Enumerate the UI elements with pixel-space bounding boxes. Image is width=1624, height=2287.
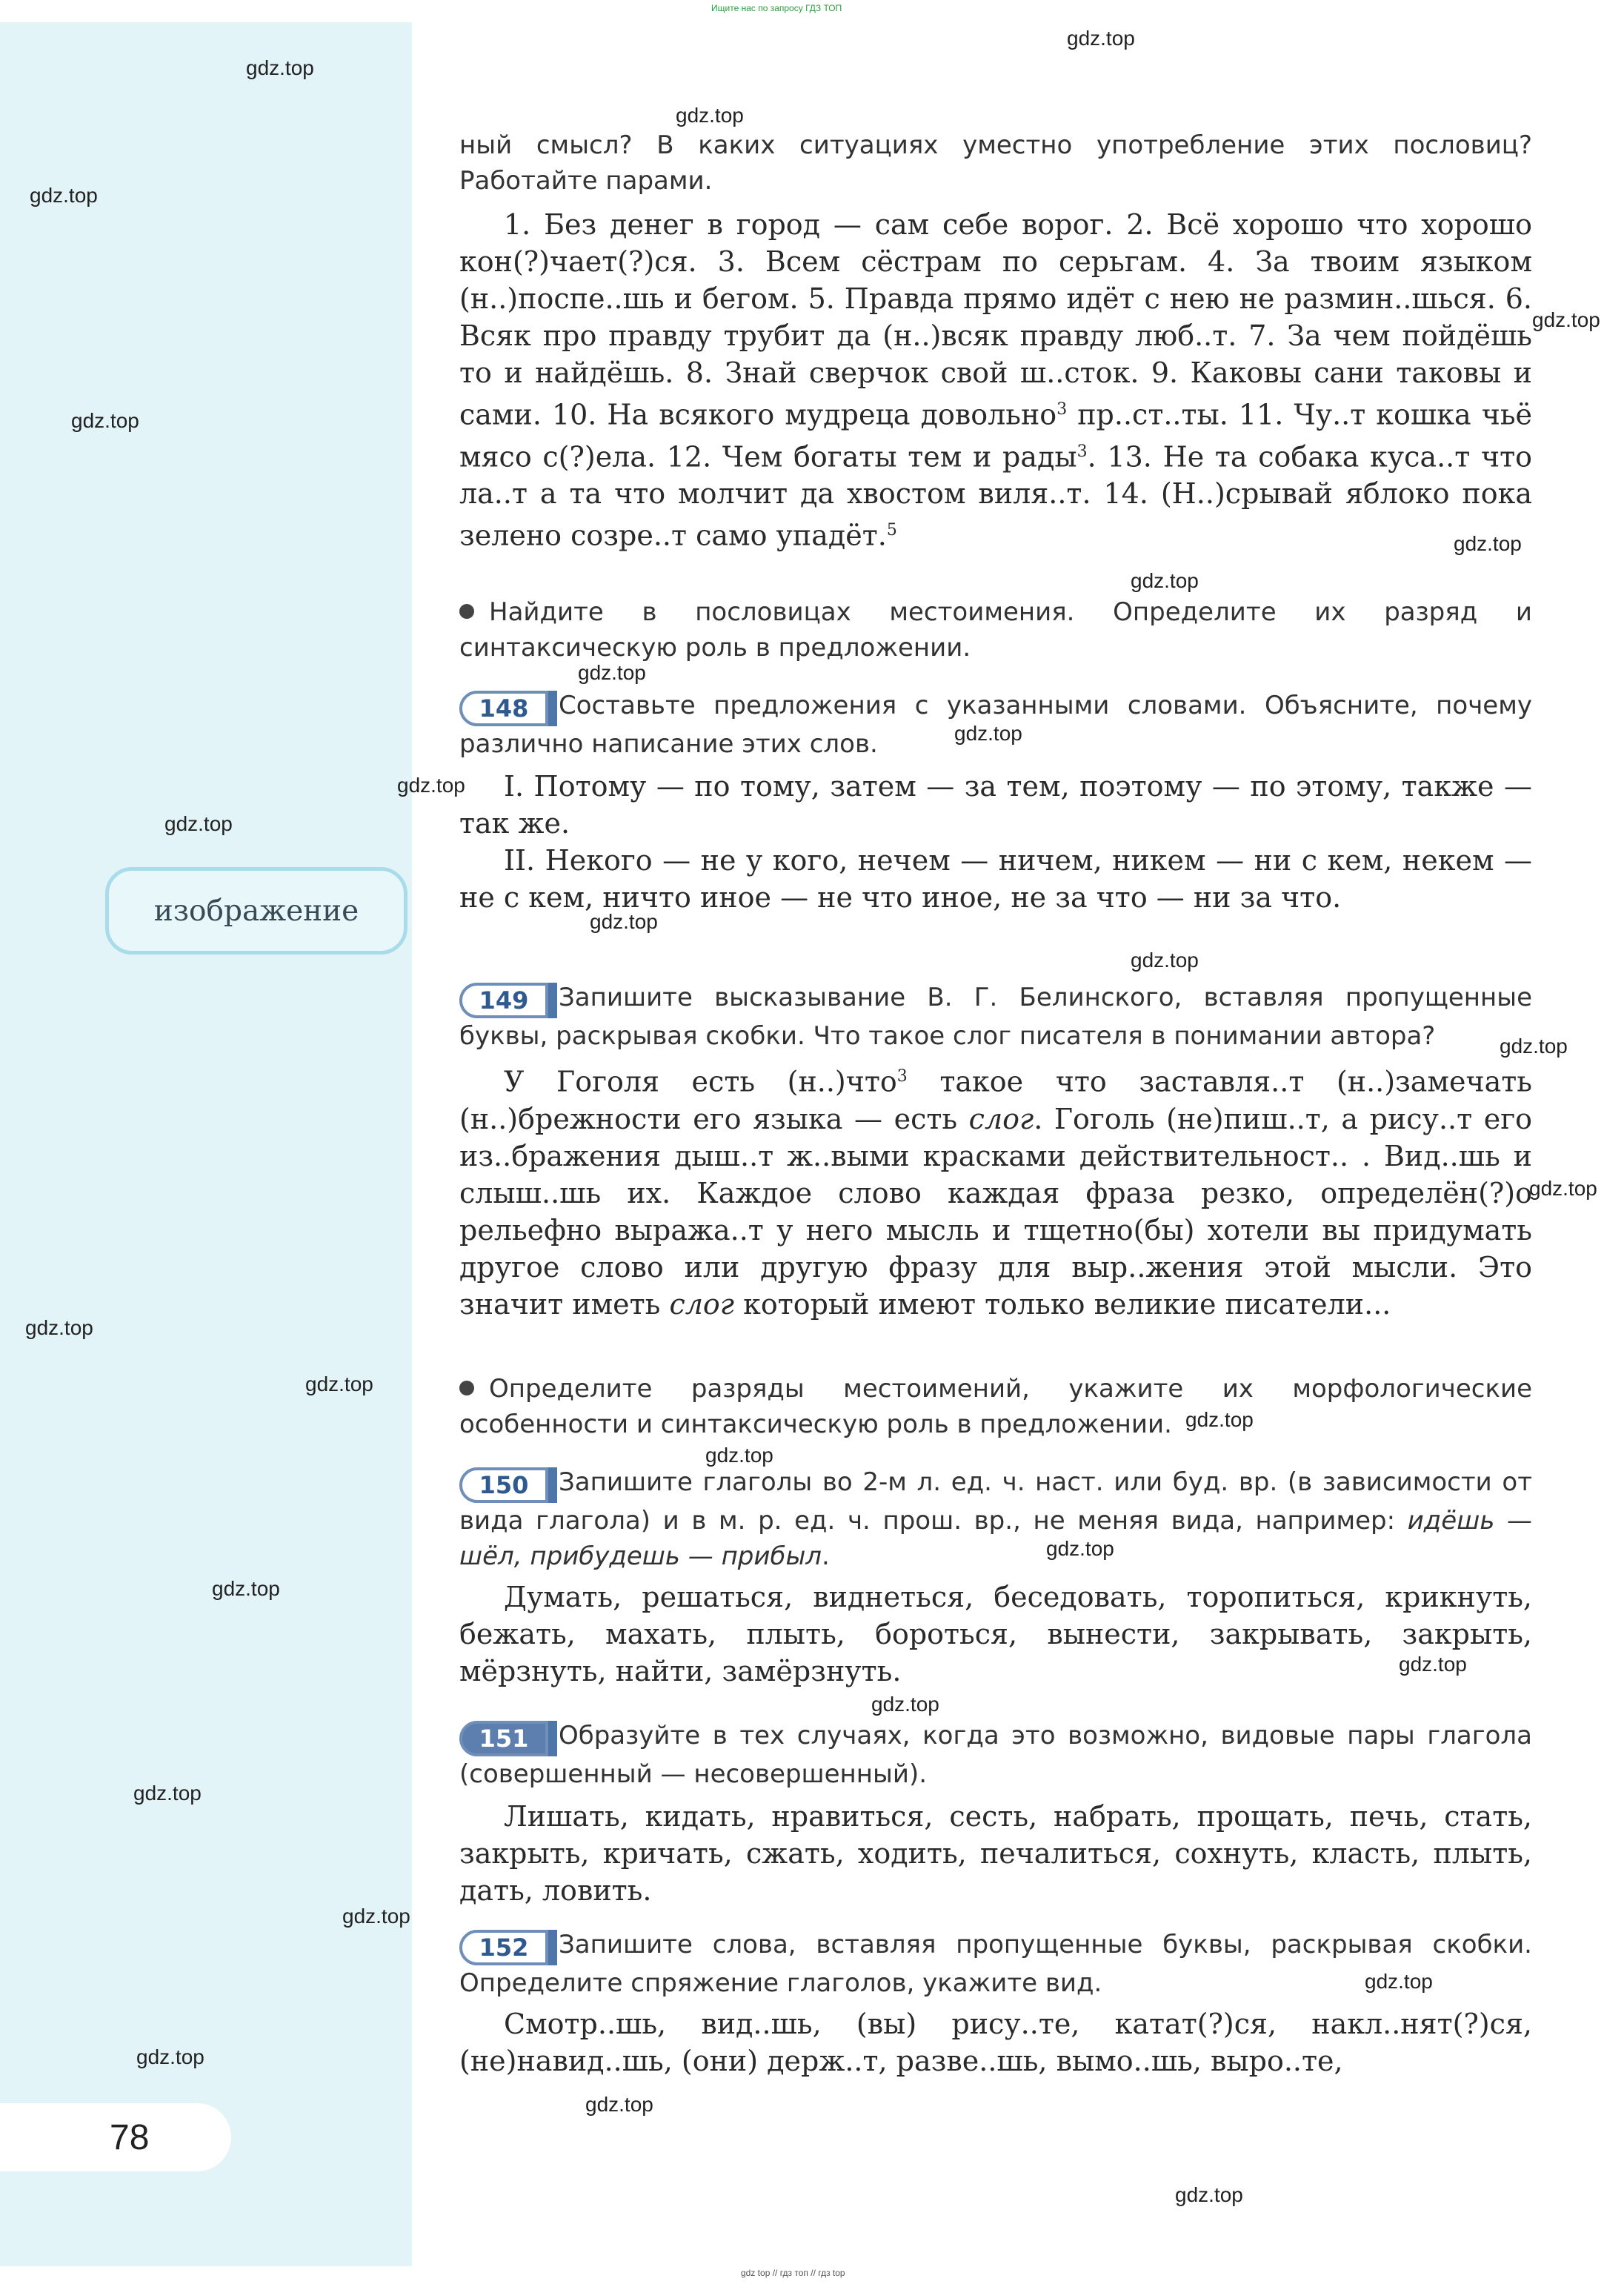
exercise-152-instruction: 152 Запишите слова, вставляя пропущенные буквы, раскрывая скобки. Определите спряжение глаголов, укажите вид. (459, 1930, 1532, 1998)
watermark: gdz.top (71, 409, 139, 432)
watermark: gdz.top (136, 2045, 204, 2068)
watermark: gdz.top (1046, 1537, 1114, 1560)
watermark: gdz.top (30, 184, 98, 207)
watermark: gdz.top (1454, 532, 1522, 555)
exercise-148-line-2: II. Некого — не у кого, нечем — ничем, никем — ни с кем, некем — не с кем, ничто иное — не что иное, не за что — ни за что. (459, 844, 1532, 914)
exercise-number-badge: 148 (459, 691, 548, 726)
watermark: gdz.top (676, 104, 744, 127)
watermark: gdz.top (25, 1316, 93, 1339)
sidebar-margin (0, 22, 412, 2266)
watermark: gdz.top (578, 661, 646, 684)
exercise-148-instruction: 148 Составьте предложения с указанными словами. Объясните, почему различно написание этих слов. (459, 691, 1532, 759)
watermark: gdz.top (705, 1444, 773, 1467)
exercise-148-line-1: I. Потому — по тому, затем — за тем, поэтому — по этому, также — так же. (459, 770, 1532, 840)
bullet-icon (459, 604, 474, 619)
watermark: gdz.top (133, 1782, 202, 1805)
exercise-number-badge: 152 (459, 1930, 548, 1965)
intro-text: ный смысл? В каких ситуациях уместно употребление этих пословиц? Работайте парами. (459, 130, 1532, 196)
top-banner: Ищите нас по запросу ГДЗ ТОП (711, 3, 842, 13)
exercise-number-badge: 150 (459, 1467, 548, 1503)
exercise-number-badge: 151 (459, 1721, 548, 1756)
watermark: gdz.top (1365, 1970, 1433, 1993)
watermark: gdz.top (1131, 949, 1199, 972)
watermark: gdz.top (1529, 1177, 1597, 1200)
bottom-banner: gdz top // гдз топ // гдз top (741, 2268, 845, 2278)
watermark: gdz.top (590, 910, 658, 933)
exercise-151-instruction: 151 Образуйте в тех случаях, когда это возможно, видовые пары глагола (совершенный — несовершенный). (459, 1721, 1532, 1789)
watermark: gdz.top (305, 1372, 373, 1395)
watermark: gdz.top (246, 56, 314, 79)
watermark: gdz.top (1175, 2183, 1243, 2206)
bullet-icon (459, 1381, 474, 1395)
watermark: gdz.top (1067, 27, 1135, 50)
exercise-149-text: У Гоголя есть (н..)что$^3$ такое что заставля..т (н..)замечать (н..)брежности его языка — есть слог. Гоголь (не)пиш..т, а рису..т его из..бражения дыш..т ж..выми красками действительност.. . Вид..шь и слыш..шь их. Каждое слово каждая фраза резко, определён(?)о рельефно выража..т у него мысль и тщетно(бы) хотели вы придумать другое слово или другую фразу для выр..жения этой мысли. Это значит иметь слог который имеют только великие писатели... (459, 1065, 1532, 1321)
watermark: gdz.top (164, 812, 233, 835)
exercise-150-text: Думать, решаться, виднеться, беседовать, торопиться, крикнуть, бежать, махать, плыть, бороться, вынести, закрывать, закрыть, мёрзнуть, найти, замёрзнуть. (459, 1581, 1532, 1687)
exercise-149-instruction: 149 Запишите высказывание В. Г. Белинского, вставляя пропущенные буквы, раскрывая скобки. Что такое слог писателя в понимании автора? (459, 983, 1532, 1051)
watermark: gdz.top (1185, 1408, 1254, 1431)
proverbs-text: 1. Без денег в город — сам себе ворог. 2. Всё хорошо что хорошо кон(?)чает(?)ся. 3. Всем сёстрам по серьгам. 4. За твоим языком (н..)поспе..шь и бегом. 5. Правда прямо идёт с нею не размин..шься. 6. Всяк про правду трубит да (н..)всяк правду люб..т. 7. За чем пойдёшь то и найдёшь. 8. Знай сверчок свой ш..сток. 9. Каковы сани таковы и сами. 10. На всякого мудреца довольно$^3$ пр..ст..ты. 11. Чу..т кошка чьё мясо с(?)ела. 12. Чем богаты тем и рады$^3$. 13. Не та собака куса..т что ла..т а та что молчит да хвостом виля..т. 14. (Н..)срывай яблоко пока зелено созре..т само упадёт.$^5$ (459, 208, 1532, 552)
watermark: gdz.top (585, 2093, 653, 2116)
watermark: gdz.top (397, 774, 465, 797)
watermark: gdz.top (871, 1693, 939, 1716)
exercise-152-text: Смотр..шь, вид..шь, (вы) рису..те, катат(?)ся, накл..нят(?)ся, (не)навид..шь, (они) держ..т, разве..шь, вымо..шь, выро..те, (459, 2008, 1532, 2077)
exercise-149-task: Определите разряды местоимений, укажите их морфологические особенности и синтаксическую роль в предложении. (459, 1374, 1532, 1439)
vocabulary-term-box (105, 867, 407, 955)
page-number-tab (0, 2103, 231, 2171)
proverbs-task: Найдите в пословицах местоимения. Определите их разряд и синтаксическую роль в предложении. (459, 597, 1532, 663)
exercise-151-text: Лишать, кидать, нравиться, сесть, набрать, прощать, печь, стать, закрыть, кричать, сжать, ходить, печалиться, сохнуть, класть, плыть, дать, ловить. (459, 1800, 1532, 1907)
watermark: gdz.top (1131, 569, 1199, 592)
vocabulary-term: изображение (153, 894, 359, 928)
exercise-number-badge: 149 (459, 983, 548, 1018)
watermark: gdz.top (1399, 1653, 1467, 1676)
watermark: gdz.top (212, 1577, 280, 1600)
watermark: gdz.top (342, 1905, 410, 1928)
watermark: gdz.top (1500, 1035, 1568, 1058)
watermark: gdz.top (1532, 308, 1600, 331)
watermark: gdz.top (954, 722, 1022, 745)
page-number: 78 (110, 2117, 150, 2157)
exercise-150-instruction: 150 Запишите глаголы во 2-м л. ед. ч. наст. или буд. вр. (в зависимости от вида глагола) и в м. р. ед. ч. прош. вр., не меняя вида, например: идёшь — шёл, прибудешь — прибыл. (459, 1467, 1532, 1571)
